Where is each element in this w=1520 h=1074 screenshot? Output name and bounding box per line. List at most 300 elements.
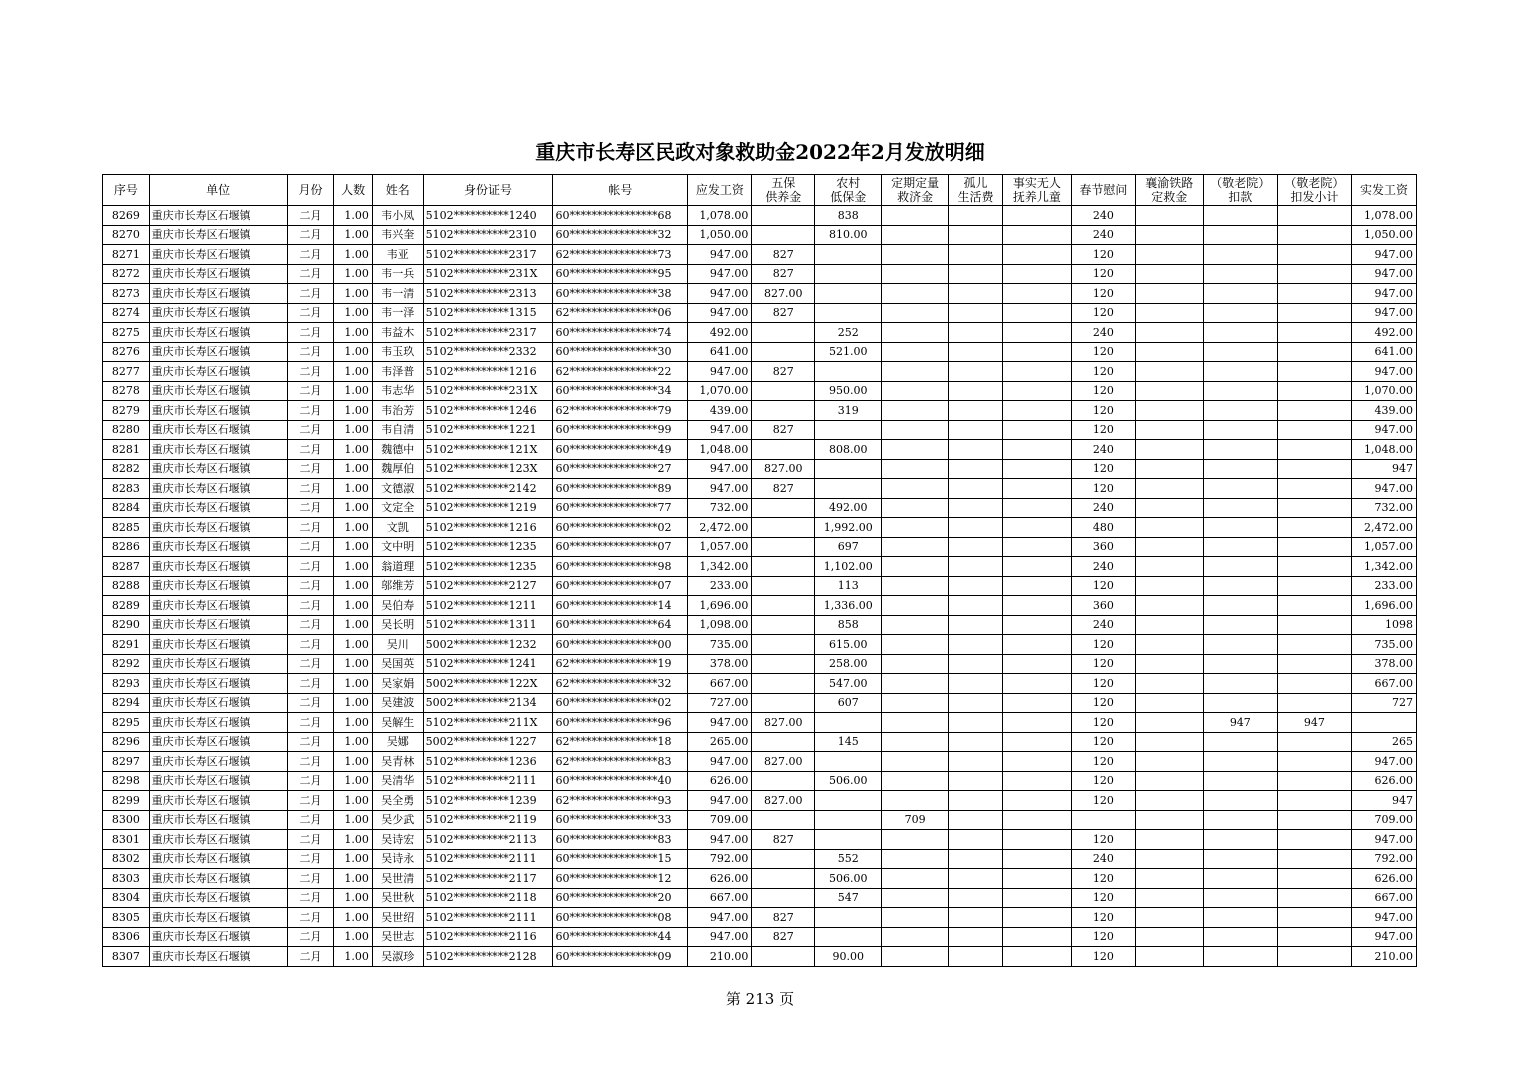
table-cell <box>1203 615 1277 635</box>
table-cell <box>752 947 815 967</box>
table-cell: 5102**********1241 <box>423 654 553 674</box>
table-cell: 8302 <box>103 849 150 869</box>
table-cell: 62****************73 <box>553 245 688 265</box>
table-cell: 1.00 <box>334 693 373 713</box>
table-cell <box>1135 654 1203 674</box>
table-cell <box>1203 635 1277 655</box>
table-cell: 120 <box>1071 927 1135 947</box>
table-cell <box>1135 635 1203 655</box>
table-cell <box>882 518 949 538</box>
table-cell: 947.00 <box>688 284 752 304</box>
table-cell: 60****************33 <box>553 810 688 830</box>
column-header: 春节慰问 <box>1071 175 1135 206</box>
table-row <box>103 732 1417 752</box>
table-cell: 120 <box>1071 869 1135 889</box>
table-cell: 60****************74 <box>553 323 688 343</box>
table-cell <box>752 596 815 616</box>
table-cell <box>949 888 1003 908</box>
table-cell <box>1135 752 1203 772</box>
table-cell: 947 <box>1351 791 1416 811</box>
table-cell: 重庆市长寿区石堰镇 <box>149 732 287 752</box>
table-cell: 62****************06 <box>553 303 688 323</box>
table-cell: 439.00 <box>688 401 752 421</box>
table-cell: 827 <box>752 830 815 850</box>
table-cell: 5102**********2310 <box>423 225 553 245</box>
table-cell <box>815 830 882 850</box>
table-cell: 60****************20 <box>553 888 688 908</box>
table-cell: 827.00 <box>752 791 815 811</box>
table-cell: 60****************27 <box>553 459 688 479</box>
table-cell <box>949 440 1003 460</box>
table-cell: 1,078.00 <box>688 206 752 226</box>
table-cell: 韦益木 <box>372 323 423 343</box>
table-cell: 60****************08 <box>553 908 688 928</box>
table-cell <box>1203 498 1277 518</box>
table-cell: 吴家娟 <box>372 674 423 694</box>
table-cell <box>1277 576 1351 596</box>
table-cell <box>882 284 949 304</box>
table-cell: 1,992.00 <box>815 518 882 538</box>
table-cell <box>949 206 1003 226</box>
table-cell <box>882 947 949 967</box>
table-cell: 重庆市长寿区石堰镇 <box>149 849 287 869</box>
table-cell: 1.00 <box>334 518 373 538</box>
table-cell: 8293 <box>103 674 150 694</box>
table-cell: 827 <box>752 908 815 928</box>
table-cell: 8290 <box>103 615 150 635</box>
table-cell <box>1203 420 1277 440</box>
table-cell: 重庆市长寿区石堰镇 <box>149 674 287 694</box>
table-cell <box>1135 479 1203 499</box>
column-header: 实发工资 <box>1351 175 1416 206</box>
table-cell: 韦亚 <box>372 245 423 265</box>
table-cell: 1,057.00 <box>688 537 752 557</box>
table-cell: 二月 <box>287 713 334 733</box>
table-cell: 文定全 <box>372 498 423 518</box>
table-cell: 1.00 <box>334 732 373 752</box>
page-prefix: 第 <box>725 990 741 1008</box>
table-cell <box>1277 869 1351 889</box>
table-cell: 240 <box>1071 498 1135 518</box>
table-cell: 重庆市长寿区石堰镇 <box>149 947 287 967</box>
table-cell <box>949 908 1003 928</box>
table-cell: 8284 <box>103 498 150 518</box>
table-cell <box>949 732 1003 752</box>
table-cell <box>882 674 949 694</box>
table-cell: 360 <box>1071 596 1135 616</box>
table-cell: 吴长明 <box>372 615 423 635</box>
table-cell: 吴建波 <box>372 693 423 713</box>
table-cell: 947.00 <box>688 459 752 479</box>
table-row <box>103 440 1417 460</box>
table-cell <box>882 849 949 869</box>
table-cell <box>949 615 1003 635</box>
table-cell: 947 <box>1203 713 1277 733</box>
table-cell <box>882 830 949 850</box>
table-cell: 240 <box>1071 849 1135 869</box>
table-cell <box>1277 791 1351 811</box>
table-cell <box>1002 888 1071 908</box>
table-cell: 947 <box>1277 713 1351 733</box>
table-cell: 120 <box>1071 459 1135 479</box>
table-cell: 5102**********1235 <box>423 557 553 577</box>
table-cell <box>1002 498 1071 518</box>
table-cell: 60****************96 <box>553 713 688 733</box>
table-cell: 二月 <box>287 303 334 323</box>
table-cell: 5102**********2111 <box>423 849 553 869</box>
table-cell: 732.00 <box>1351 498 1416 518</box>
table-cell: 二月 <box>287 459 334 479</box>
table-cell: 二月 <box>287 908 334 928</box>
table-cell: 120 <box>1071 245 1135 265</box>
table-cell: 8277 <box>103 362 150 382</box>
table-cell: 5102**********2332 <box>423 342 553 362</box>
table-cell <box>882 752 949 772</box>
table-cell <box>882 537 949 557</box>
table-cell: 重庆市长寿区石堰镇 <box>149 771 287 791</box>
table-cell <box>949 830 1003 850</box>
table-cell <box>1135 459 1203 479</box>
table-cell: 重庆市长寿区石堰镇 <box>149 791 287 811</box>
table-cell: 947.00 <box>1351 420 1416 440</box>
table-cell: 吴世清 <box>372 869 423 889</box>
table-cell: 378.00 <box>1351 654 1416 674</box>
table-cell: 210.00 <box>688 947 752 967</box>
table-cell: 258.00 <box>815 654 882 674</box>
table-cell: 二月 <box>287 810 334 830</box>
table-cell <box>1277 927 1351 947</box>
table-cell: 5102**********1240 <box>423 206 553 226</box>
table-cell: 1.00 <box>334 537 373 557</box>
table-cell: 1.00 <box>334 362 373 382</box>
table-cell <box>752 654 815 674</box>
table-cell: 60****************32 <box>553 225 688 245</box>
table-cell <box>949 303 1003 323</box>
table-cell: 90.00 <box>815 947 882 967</box>
table-row <box>103 810 1417 830</box>
table-cell <box>882 362 949 382</box>
table-cell <box>815 927 882 947</box>
table-cell: 947.00 <box>1351 830 1416 850</box>
table-cell: 5102**********1216 <box>423 518 553 538</box>
table-cell <box>752 635 815 655</box>
table-cell <box>752 342 815 362</box>
table-row <box>103 596 1417 616</box>
table-cell <box>1002 537 1071 557</box>
table-cell: 5102**********2111 <box>423 908 553 928</box>
table-cell <box>1277 771 1351 791</box>
table-cell <box>882 498 949 518</box>
table-cell: 5102**********2317 <box>423 323 553 343</box>
table-cell: 8276 <box>103 342 150 362</box>
table-cell: 重庆市长寿区石堰镇 <box>149 459 287 479</box>
table-cell <box>1002 830 1071 850</box>
page-value: 213 <box>745 990 775 1008</box>
table-row <box>103 674 1417 694</box>
table-cell <box>1135 381 1203 401</box>
table-cell: 1.00 <box>334 927 373 947</box>
table-cell <box>949 557 1003 577</box>
table-cell <box>949 479 1003 499</box>
table-cell: 120 <box>1071 654 1135 674</box>
table-cell: 240 <box>1071 225 1135 245</box>
table-cell <box>882 420 949 440</box>
table-cell: 709.00 <box>1351 810 1416 830</box>
table-row <box>103 225 1417 245</box>
table-cell <box>1135 440 1203 460</box>
table-cell <box>882 381 949 401</box>
table-row <box>103 381 1417 401</box>
table-cell <box>1002 557 1071 577</box>
table-cell <box>1135 303 1203 323</box>
table-cell: 吴川 <box>372 635 423 655</box>
table-cell: 735.00 <box>688 635 752 655</box>
table-cell: 8286 <box>103 537 150 557</box>
table-cell <box>1203 654 1277 674</box>
table-cell: 947.00 <box>688 791 752 811</box>
table-cell <box>949 459 1003 479</box>
table-row <box>103 888 1417 908</box>
table-row <box>103 693 1417 713</box>
table-cell <box>949 927 1003 947</box>
table-cell <box>1002 752 1071 772</box>
table-cell: 1.00 <box>334 206 373 226</box>
table-cell <box>815 264 882 284</box>
table-cell: 641.00 <box>1351 342 1416 362</box>
table-cell: 808.00 <box>815 440 882 460</box>
table-cell <box>1277 693 1351 713</box>
table-cell: 1.00 <box>334 654 373 674</box>
table-cell: 1.00 <box>334 225 373 245</box>
table-cell: 二月 <box>287 440 334 460</box>
table-cell <box>815 459 882 479</box>
table-cell: 韦兴奎 <box>372 225 423 245</box>
table-cell <box>1002 596 1071 616</box>
table-cell: 492.00 <box>1351 323 1416 343</box>
table-cell <box>815 908 882 928</box>
table-row <box>103 830 1417 850</box>
table-cell <box>949 323 1003 343</box>
table-cell <box>1203 869 1277 889</box>
table-cell <box>1203 791 1277 811</box>
table-cell <box>1002 674 1071 694</box>
table-cell <box>1203 479 1277 499</box>
table-cell: 732.00 <box>688 498 752 518</box>
table-cell: 5102**********1211 <box>423 596 553 616</box>
table-cell: 113 <box>815 576 882 596</box>
table-cell: 二月 <box>287 888 334 908</box>
table-cell <box>815 420 882 440</box>
table-cell: 233.00 <box>1351 576 1416 596</box>
table-cell <box>1135 615 1203 635</box>
table-cell: 1.00 <box>334 401 373 421</box>
table-cell: 827 <box>752 927 815 947</box>
table-cell: 吴娜 <box>372 732 423 752</box>
table-row <box>103 791 1417 811</box>
table-cell: 韦小凤 <box>372 206 423 226</box>
table-cell <box>1277 420 1351 440</box>
column-header: 人数 <box>334 175 373 206</box>
table-cell: 重庆市长寿区石堰镇 <box>149 362 287 382</box>
table-cell: 1.00 <box>334 420 373 440</box>
table-cell <box>1277 888 1351 908</box>
table-cell <box>1002 791 1071 811</box>
table-cell <box>1203 771 1277 791</box>
table-cell: 1.00 <box>334 440 373 460</box>
table-cell: 1.00 <box>334 674 373 694</box>
table-cell <box>1203 342 1277 362</box>
table-cell: 1.00 <box>334 888 373 908</box>
column-header: 事实无人 抚养儿童 <box>1002 175 1071 206</box>
table-cell: 二月 <box>287 206 334 226</box>
column-header: 单位 <box>149 175 287 206</box>
table-row <box>103 401 1417 421</box>
table-cell: 120 <box>1071 401 1135 421</box>
table-cell <box>1277 225 1351 245</box>
table-cell: 378.00 <box>688 654 752 674</box>
table-cell <box>949 498 1003 518</box>
table-cell <box>1002 225 1071 245</box>
table-cell: 947.00 <box>1351 362 1416 382</box>
table-cell <box>1002 479 1071 499</box>
table-cell <box>1135 908 1203 928</box>
table-cell: 吴清华 <box>372 771 423 791</box>
table-cell: 5102**********2113 <box>423 830 553 850</box>
table-cell <box>752 401 815 421</box>
table-cell: 947.00 <box>688 245 752 265</box>
table-cell <box>882 693 949 713</box>
table-cell: 5102**********2116 <box>423 927 553 947</box>
table-cell <box>1277 284 1351 304</box>
table-cell: 1.00 <box>334 849 373 869</box>
table-cell <box>1277 381 1351 401</box>
table-cell: 二月 <box>287 518 334 538</box>
table-cell: 8303 <box>103 869 150 889</box>
table-cell <box>1277 674 1351 694</box>
table-cell: 1.00 <box>334 303 373 323</box>
table-cell: 1,048.00 <box>688 440 752 460</box>
table-cell: 120 <box>1071 713 1135 733</box>
table-cell <box>1203 908 1277 928</box>
table-cell: 5102**********2317 <box>423 245 553 265</box>
table-cell: 120 <box>1071 791 1135 811</box>
table-cell: 521.00 <box>815 342 882 362</box>
table-row <box>103 908 1417 928</box>
table-cell: 1.00 <box>334 381 373 401</box>
table-cell: 947.00 <box>1351 908 1416 928</box>
table-cell <box>949 752 1003 772</box>
table-cell <box>815 752 882 772</box>
table-cell: 607 <box>815 693 882 713</box>
table-cell: 8296 <box>103 732 150 752</box>
table-cell: 8287 <box>103 557 150 577</box>
table-cell: 492.00 <box>688 323 752 343</box>
table-cell <box>752 810 815 830</box>
table-cell: 二月 <box>287 537 334 557</box>
table-cell: 重庆市长寿区石堰镇 <box>149 576 287 596</box>
table-cell <box>1002 284 1071 304</box>
table-cell <box>1203 810 1277 830</box>
table-cell <box>1277 303 1351 323</box>
column-header: 五保 供养金 <box>752 175 815 206</box>
table-cell <box>1277 323 1351 343</box>
table-cell: 8282 <box>103 459 150 479</box>
table-cell <box>815 791 882 811</box>
table-cell <box>1203 947 1277 967</box>
table-cell: 626.00 <box>688 869 752 889</box>
table-cell: 5102**********2142 <box>423 479 553 499</box>
table-row <box>103 420 1417 440</box>
table-cell: 5002**********2134 <box>423 693 553 713</box>
table-cell <box>882 927 949 947</box>
table-cell <box>1277 849 1351 869</box>
table-cell: 1,078.00 <box>1351 206 1416 226</box>
table-cell: 60****************95 <box>553 264 688 284</box>
table-cell: 492.00 <box>815 498 882 518</box>
table-cell <box>949 342 1003 362</box>
table-cell: 120 <box>1071 576 1135 596</box>
table-cell <box>1277 537 1351 557</box>
table-cell <box>1135 888 1203 908</box>
table-cell: 8288 <box>103 576 150 596</box>
table-cell: 重庆市长寿区石堰镇 <box>149 752 287 772</box>
table-cell: 947 <box>1351 459 1416 479</box>
table-cell <box>752 576 815 596</box>
table-cell: 重庆市长寿区石堰镇 <box>149 440 287 460</box>
table-cell: 重庆市长寿区石堰镇 <box>149 888 287 908</box>
table-cell <box>1135 498 1203 518</box>
table-cell: 240 <box>1071 557 1135 577</box>
table-cell <box>1203 323 1277 343</box>
table-cell <box>1002 615 1071 635</box>
table-cell <box>1135 518 1203 538</box>
table-cell: 吴世秋 <box>372 888 423 908</box>
table-cell <box>1203 693 1277 713</box>
table-cell: 韦一泽 <box>372 303 423 323</box>
table-cell <box>1002 810 1071 830</box>
table-cell: 二月 <box>287 752 334 772</box>
table-cell: 947.00 <box>688 752 752 772</box>
table-cell: 5102**********1239 <box>423 791 553 811</box>
table-cell <box>1135 537 1203 557</box>
table-cell <box>752 674 815 694</box>
table-cell: 二月 <box>287 947 334 967</box>
column-header: 帐号 <box>553 175 688 206</box>
table-cell: 60****************68 <box>553 206 688 226</box>
table-cell: 792.00 <box>688 849 752 869</box>
table-cell: 60****************44 <box>553 927 688 947</box>
table-cell: 重庆市长寿区石堰镇 <box>149 615 287 635</box>
table-cell: 120 <box>1071 908 1135 928</box>
table-cell <box>1203 459 1277 479</box>
table-cell <box>1277 342 1351 362</box>
table-cell: 947.00 <box>1351 752 1416 772</box>
table-cell: 8299 <box>103 791 150 811</box>
table-cell <box>752 381 815 401</box>
table-cell <box>1203 557 1277 577</box>
table-cell <box>752 888 815 908</box>
table-cell: 667.00 <box>1351 674 1416 694</box>
table-row <box>103 869 1417 889</box>
table-cell: 重庆市长寿区石堰镇 <box>149 557 287 577</box>
table-cell <box>882 479 949 499</box>
table-cell <box>882 654 949 674</box>
table-cell: 1.00 <box>334 479 373 499</box>
table-cell: 8294 <box>103 693 150 713</box>
table-cell: 二月 <box>287 927 334 947</box>
table-cell <box>1135 401 1203 421</box>
table-cell <box>1135 869 1203 889</box>
